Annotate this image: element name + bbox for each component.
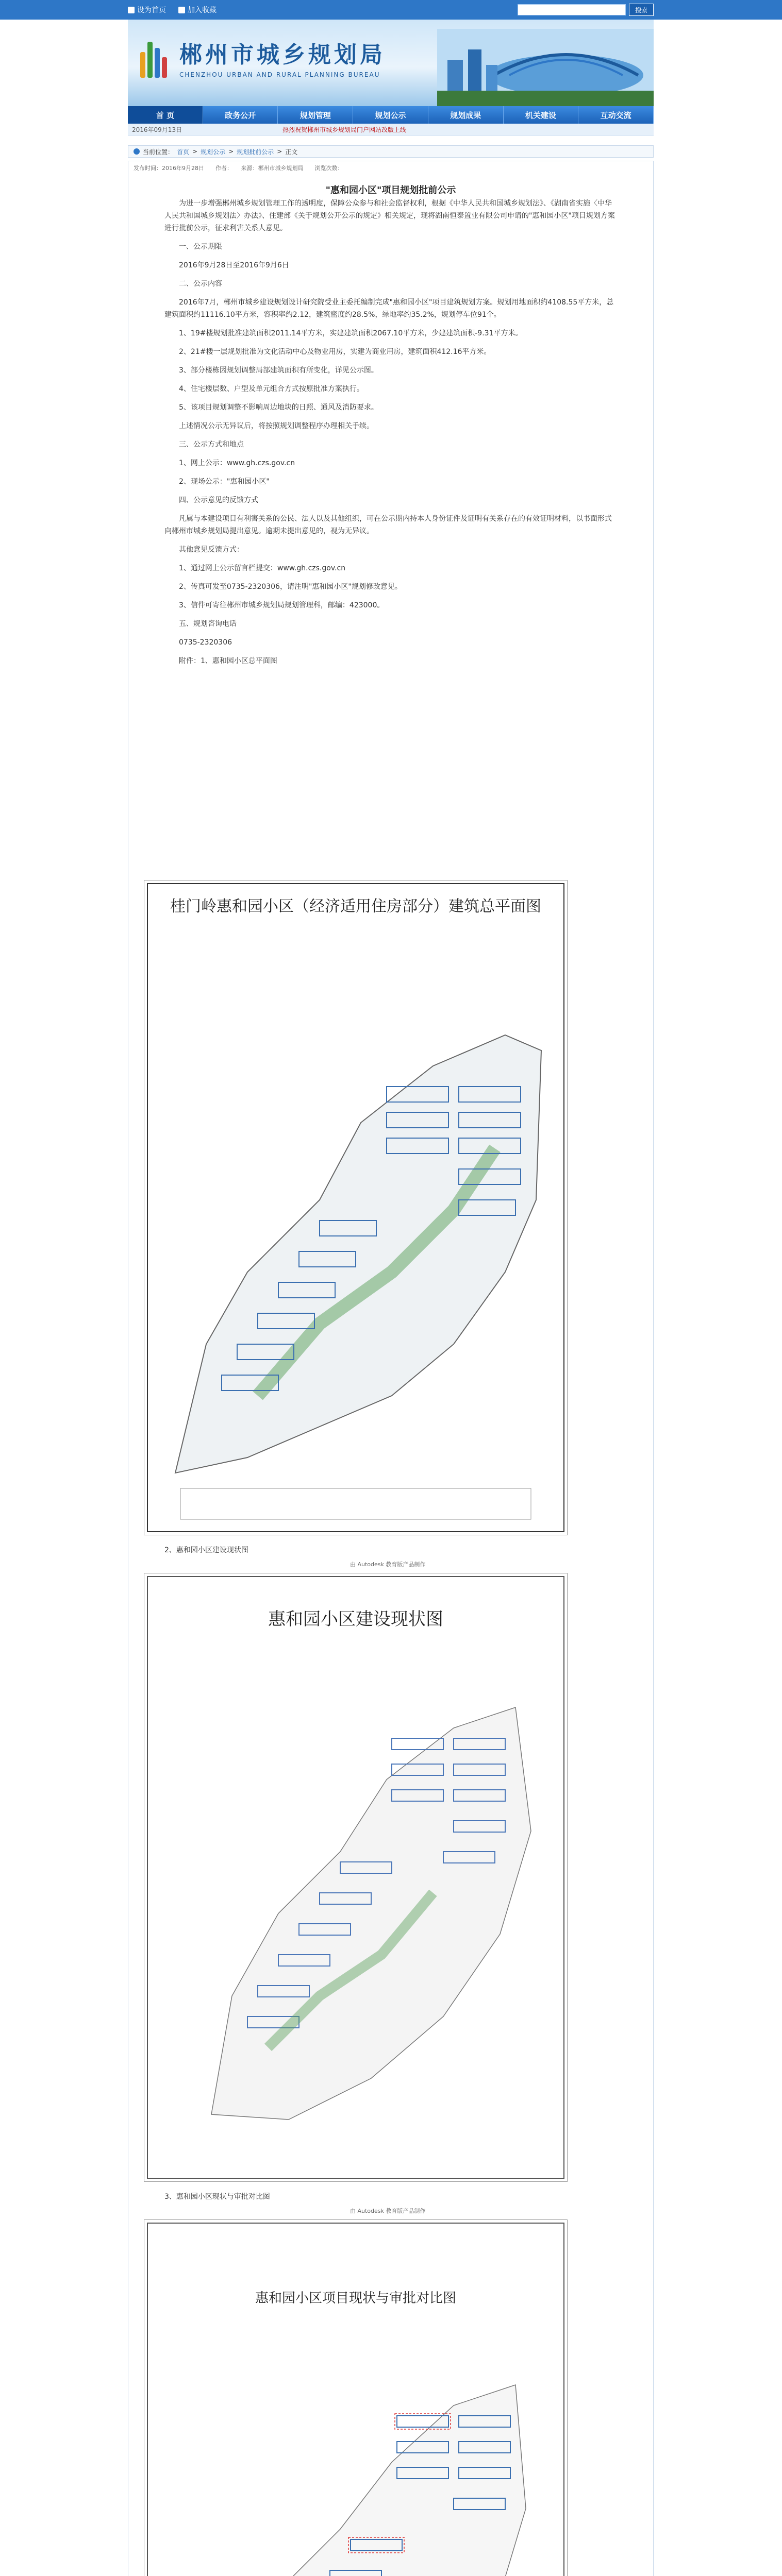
paragraph: 2、现场公示："惠和园小区"	[179, 478, 270, 486]
paragraph: 1、网上公示：www.gh.czs.gov.cn	[179, 459, 295, 467]
search-button[interactable]: 搜索	[629, 4, 654, 16]
breadcrumb: 当前位置： 首页 > 规划公示 > 规划批前公示 > 正文	[128, 145, 654, 158]
section-heading: 五、规划咨询电话	[179, 620, 237, 628]
paragraph: 2016年7月，郴州市城乡建设规划设计研究院受业主委托编制完成"惠和园小区"项目建筑规划方案。规划用地面积约4108.55平方米，总建筑面积约11116.10平方米，容积率约2.12，建筑密度约28.5%，绿地率约35.2%，规划停车位91个。	[164, 298, 614, 319]
nav-publicity[interactable]: 规划公示	[353, 106, 428, 124]
article	[128, 161, 654, 2576]
breadcrumb-pre-approval[interactable]: 规划批前公示	[237, 148, 274, 156]
nav-results[interactable]: 规划成果	[428, 106, 504, 124]
figure-title: 桂门岭惠和园小区（经济适用住房部分）建筑总平面图	[170, 897, 541, 916]
site-plan-drawing	[144, 880, 567, 1535]
search-area	[518, 4, 654, 16]
site-plan-figure[interactable]	[144, 880, 568, 1535]
logo-text	[179, 36, 386, 78]
site-logo[interactable]	[138, 36, 386, 78]
current-date: 2016年09月13日	[132, 126, 182, 133]
nav-affairs[interactable]: 政务公开	[203, 106, 278, 124]
figure-watermark: 由 Autodesk 教育版产品制作	[350, 2208, 426, 2214]
search-input[interactable]	[518, 4, 626, 15]
scrolling-notice[interactable]: 热烈祝贺郴州市城乡规划局门户网站改版上线	[282, 126, 407, 133]
comparison-drawing	[144, 2220, 567, 2576]
attachment-note: 附件：1、惠和园小区总平面图	[179, 657, 277, 665]
figure-caption: 3、惠和园小区现状与审批对比图	[164, 2193, 270, 2201]
add-favorite-label: 加入收藏	[188, 6, 217, 14]
current-status-figure[interactable]	[144, 1573, 568, 2182]
nav-interaction[interactable]: 互动交流	[578, 106, 654, 124]
main-nav	[128, 106, 654, 124]
paragraph: 为进一步增强郴州城乡规划管理工作的透明度，保障公众参与和社会监督权利，根据《中华人民共和国城乡规划法》、《湖南省实施〈中华人民共和国城乡规划法〉办法》、住建部《关于规划公开公示的规定》相关规定，现将湖南恒泰置业有限公司申请的"惠和园小区"项目规划方案进行批前公示，征求利害关系人意见。	[164, 199, 615, 232]
set-homepage-link[interactable]	[128, 5, 166, 15]
top-links	[128, 5, 217, 15]
home-icon	[128, 7, 135, 13]
figure-caption: 2、惠和园小区建设现状图	[164, 1546, 248, 1554]
breadcrumb-publicity[interactable]: 规划公示	[201, 148, 226, 156]
banner	[128, 20, 654, 106]
paragraph: 凡属与本建设项目有利害关系的公民、法人以及其他组织，可在公示期内持本人身份证件及证明有关系存在的有效证明材料，以书面形式向郴州市城乡规划局提出意见。逾期未提出意见的，视为无异议。	[164, 515, 612, 535]
nav-home[interactable]: 首 页	[128, 106, 203, 124]
paragraph: 3、部分楼栋因规划调整局部建筑面积有所变化，详见公示图。	[179, 366, 378, 375]
site-subtitle: CHENZHOU URBAN AND RURAL PLANNING BUREAU	[179, 71, 380, 78]
paragraph: 上述情况公示无异议后，将按照规划调整程序办理相关手续。	[179, 422, 374, 430]
figure-title: 惠和园小区项目现状与审批对比图	[255, 2291, 457, 2306]
paragraph: 2、传真可发至0735-2320306，请注明"惠和园小区"规划修改意见。	[179, 583, 402, 591]
comparison-figure[interactable]	[144, 2219, 568, 2576]
top-bar	[0, 0, 782, 20]
paragraph: 2、21#楼一层规划批准为文化活动中心及物业用房，实建为商业用房，建筑面积412.16平方米。	[179, 348, 491, 356]
paragraph: 1、19#楼规划批准建筑面积2011.14平方米，实建建筑面积2067.10平方米，少建建筑面积-9.31平方米。	[179, 329, 523, 337]
paragraph: 2016年9月28日至2016年9月6日	[179, 261, 289, 269]
sub-bar	[128, 124, 654, 135]
paragraph: 3、信件可寄往郴州市城乡规划局规划管理科，邮编：423000。	[179, 601, 385, 609]
article-body	[164, 197, 618, 673]
top-bar-inner	[128, 0, 654, 20]
section-heading: 二、公示内容	[179, 280, 222, 288]
nav-organization[interactable]: 机关建设	[504, 106, 579, 124]
logo-mark-icon	[138, 37, 174, 78]
site-title: 郴州市城乡规划局	[179, 42, 386, 68]
current-status-drawing	[144, 1573, 567, 2181]
article-meta: 发布时间：2016年9月28日 作者： 来源：郴州市城乡规划局 浏览次数：	[134, 165, 343, 172]
location-icon	[134, 148, 140, 155]
phone-number: 0735-2320306	[179, 638, 232, 647]
breadcrumb-current: 正文	[285, 148, 298, 156]
nav-management[interactable]: 规划管理	[278, 106, 353, 124]
section-heading: 三、公示方式和地点	[179, 440, 244, 449]
paragraph: 1、通过网上公示留言栏提交：www.gh.czs.gov.cn	[179, 564, 346, 572]
add-favorite-link[interactable]	[178, 5, 217, 15]
paragraph: 4、住宅楼层数、户型及单元组合方式按原批准方案执行。	[179, 385, 364, 393]
article-title: "惠和园小区"项目规划批前公示	[325, 185, 456, 196]
paragraph: 5、该项目规划调整不影响周边地块的日照、通风及消防要求。	[179, 403, 378, 412]
section-heading: 一、公示期限	[179, 243, 222, 251]
paragraph: 其他意见反馈方式：	[179, 546, 244, 554]
figure-title: 惠和园小区建设现状图	[268, 1609, 443, 1630]
star-icon	[178, 7, 185, 13]
section-heading: 四、公示意见的反馈方式	[179, 496, 258, 504]
set-homepage-label: 设为首页	[137, 6, 166, 14]
breadcrumb-label: 当前位置：	[143, 148, 174, 156]
banner-skyline-image	[437, 29, 654, 106]
breadcrumb-home[interactable]: 首页	[177, 148, 190, 156]
figure-watermark: 由 Autodesk 教育版产品制作	[350, 1561, 426, 1568]
